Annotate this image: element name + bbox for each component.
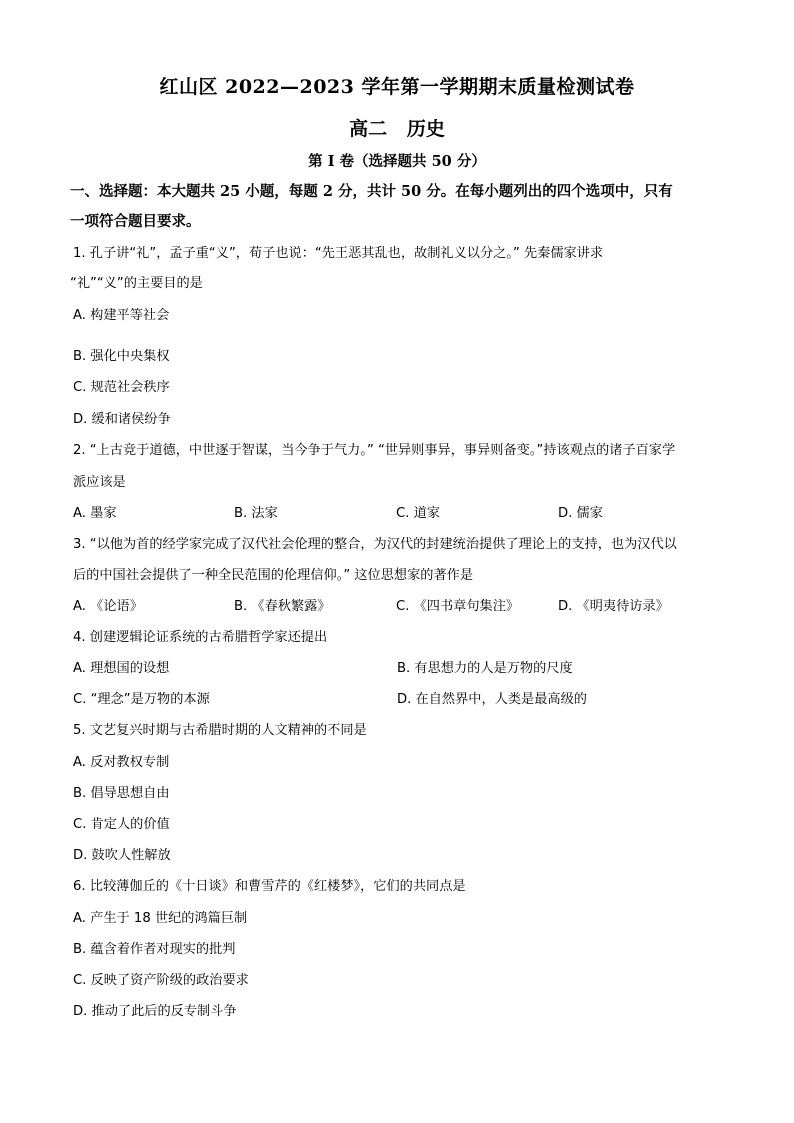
question-stem-line: 1. 孔子讲“礼”，孟子重“义”，荀子也说：“先王恶其乱也，故制礼义以分之。” 先秦儒家讲求	[73, 246, 604, 261]
question-stem-line: 派应该是	[73, 475, 126, 490]
option-c: C. 道家	[396, 506, 440, 521]
option-a: A. 墨家	[73, 506, 117, 521]
question-stem-line: “礼”“义”的主要目的是	[70, 276, 203, 291]
option-c: C. 《四书章句集注》	[396, 599, 520, 614]
option-a: A. 构建平等社会	[73, 308, 170, 323]
exam-part-heading: 第 I 卷（选择题共 50 分）	[308, 153, 486, 170]
option-b: B. 有思想力的人是万物的尺度	[397, 661, 573, 676]
option-c: C. “理念”是万物的本源	[73, 692, 210, 707]
option-d: D. 鼓吹人性解放	[73, 848, 171, 863]
option-d: D. 推动了此后的反专制斗争	[73, 1004, 237, 1019]
option-d: D. 缓和诸侯纷争	[73, 412, 171, 427]
question-stem-line: 4. 创建逻辑论证系统的古希腊哲学家还提出	[73, 630, 328, 645]
exam-title: 红山区 2022—2023 学年第一学期期末质量检测试卷	[159, 76, 635, 98]
option-b: B. 强化中央集权	[73, 349, 170, 364]
option-a: A. 反对教权专制	[73, 755, 170, 770]
question-stem-line: 2. “上古竞于道德，中世逐于智谋，当今争于气力。” “世异则事异，事异则备变。”持该观点的诸子百家学	[73, 443, 676, 458]
option-b: B. 法家	[234, 506, 278, 521]
exam-subject: 高二 历史	[349, 118, 445, 140]
option-d: D. 《明夷待访录》	[558, 599, 669, 614]
option-b: B. 《春秋繁露》	[234, 599, 331, 614]
section-instructions	[70, 177, 730, 237]
option-c: C. 反映了资产阶级的政治要求	[73, 973, 249, 988]
question-stem-line: 6. 比较薄伽丘的《十日谈》和曹雪芹的《红楼梦》，它们的共同点是	[73, 879, 466, 894]
option-b: B. 蕴含着作者对现实的批判	[73, 942, 236, 957]
option-d: D. 在自然界中，人类是最高级的	[397, 692, 587, 707]
section-instructions-line-2: 一项符合题目要求。	[70, 213, 201, 230]
question-stem-line: 3. “以他为首的经学家完成了汉代社会伦理的整合，为汉代的封建统治提供了理论上的支持，也为汉代以	[73, 537, 677, 552]
question-stem-line: 5. 文艺复兴时期与古希腊时期的人文精神的不同是	[73, 723, 367, 738]
option-a: A. 产生于 18 世纪的鸿篇巨制	[73, 911, 248, 926]
option-c: C. 肯定人的价值	[73, 817, 170, 832]
section-instructions-line-1: 一、选择题：本大题共 25 小题，每题 2 分，共计 50 分。在每小题列出的四个选项中，只有	[70, 183, 673, 200]
option-b: B. 倡导思想自由	[73, 786, 170, 801]
option-a: A. 《论语》	[73, 599, 143, 614]
option-c: C. 规范社会秩序	[73, 380, 170, 395]
option-d: D. 儒家	[558, 506, 603, 521]
option-a: A. 理想国的设想	[73, 661, 170, 676]
question-stem-line: 后的中国社会提供了一种全民范围的伦理信仰。” 这位思想家的著作是	[73, 568, 474, 583]
